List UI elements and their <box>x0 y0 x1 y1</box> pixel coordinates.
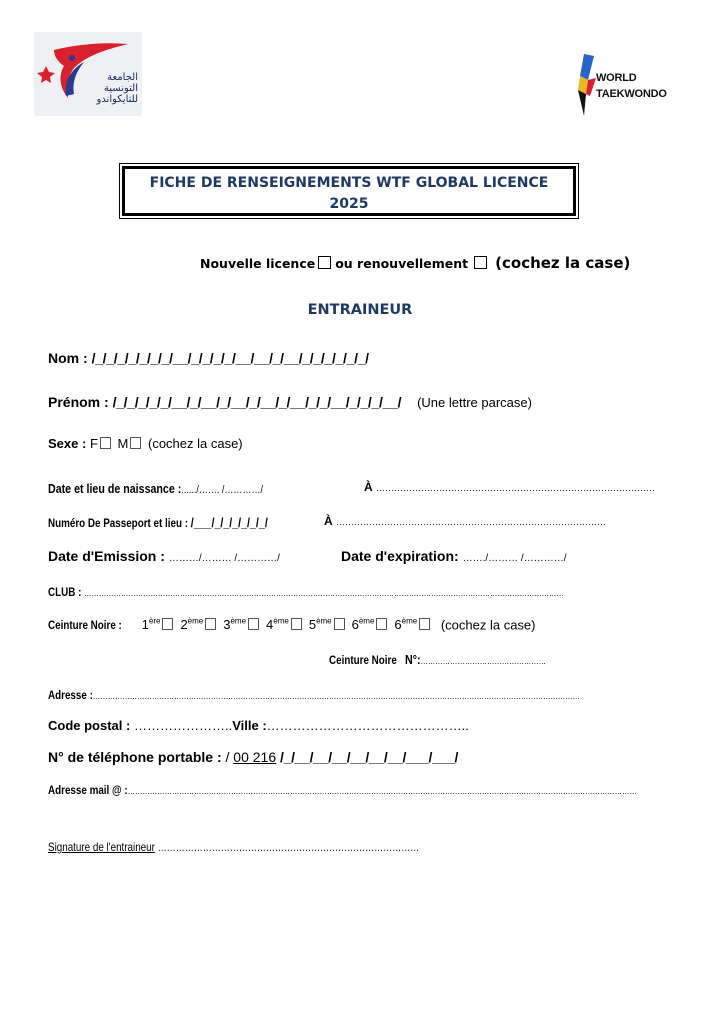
dan-option <box>266 617 305 632</box>
form-title-line1: FICHE DE RENSEIGNEMENTS WTF GLOBAL LICENCE <box>149 175 549 191</box>
passeport-row <box>48 514 316 532</box>
dan-suffix: ème <box>401 617 418 626</box>
ville-field[interactable]: ……………………………………….. <box>266 718 469 733</box>
sexe-instruction: (cochez la case) <box>147 436 243 451</box>
ceinture-n-label: N°: <box>405 652 421 667</box>
telephone-row <box>48 749 458 765</box>
telephone-prefix: 00 216 <box>233 749 277 765</box>
ceinture-instruction: (cochez la case) <box>440 617 536 633</box>
new-licence-label: Nouvelle licence <box>200 256 316 271</box>
passeport-label: Numéro De Passeport et lieu : <box>48 516 188 530</box>
expiration-field[interactable]: ……./……… /…………/ <box>462 553 567 564</box>
dan-number: 5 <box>308 617 317 633</box>
dan-number: 2 <box>180 617 188 633</box>
federation-logo <box>34 32 142 116</box>
postal-row <box>48 718 469 733</box>
telephone-prefix-slash: / <box>225 749 230 765</box>
dan-checkbox[interactable] <box>248 618 259 630</box>
sexe-m-checkbox[interactable] <box>130 437 141 449</box>
ceinture-dan-options <box>142 617 438 632</box>
dan-suffix: ème <box>358 617 375 626</box>
prenom-label: Prénom : <box>48 394 109 410</box>
adresse-label: Adresse : <box>48 688 93 702</box>
dan-number: 6 <box>394 617 402 633</box>
nom-row <box>48 350 369 366</box>
dan-checkbox[interactable] <box>419 618 430 630</box>
email-field[interactable]: ……………………………………………………………………………………………………………………………………………………………………………………… <box>127 786 637 796</box>
ceinture-row <box>48 617 536 632</box>
naissance-place <box>364 480 655 494</box>
ceinture-num-label: Ceinture Noire <box>329 653 397 667</box>
dan-checkbox[interactable] <box>334 618 345 630</box>
dan-option <box>309 617 348 632</box>
signature-field[interactable]: …………………………………………………………………………… <box>157 842 420 854</box>
dan-option <box>352 617 391 632</box>
sexe-f-label: F <box>89 436 98 451</box>
dan-suffix: ème <box>316 617 332 626</box>
form-title-box <box>122 166 576 216</box>
dan-option <box>223 617 262 632</box>
new-licence-checkbox[interactable] <box>318 256 331 269</box>
dan-number: 4 <box>266 617 274 633</box>
naissance-place-field[interactable]: ………………………………………………………………………………… <box>376 483 656 493</box>
emission-field[interactable]: ………/……… /…………/ <box>168 553 280 564</box>
adresse-field[interactable]: ……………………………………………………………………………………………………………………………………………………………………………… <box>92 691 580 701</box>
licence-choice-row <box>200 254 630 272</box>
dan-number: 1 <box>141 617 149 633</box>
expiration-label: Date d'expiration: <box>341 548 459 564</box>
ceinture-label: Ceinture Noire : <box>48 618 122 633</box>
renewal-checkbox[interactable] <box>474 256 487 269</box>
prenom-row <box>48 394 532 410</box>
club-label: CLUB : <box>48 585 82 599</box>
club-field[interactable]: …………………………………………………………………………………………………………………………………………………………………………… <box>84 588 564 598</box>
dan-checkbox[interactable] <box>291 618 302 630</box>
sexe-m-label: M <box>117 436 129 451</box>
ville-label: Ville : <box>232 718 267 733</box>
dan-number: 6 <box>351 617 359 633</box>
emission-label: Date d'Emission : <box>48 548 165 564</box>
email-label: Adresse mail @ : <box>48 783 128 797</box>
wt-logo-text: WORLD TAEKWONDO <box>596 72 667 100</box>
nom-field[interactable]: /_/_/_/_/_/_/_/__/_/_/_/_/__/__/_/__/_/_/_/_/_/_/ <box>91 350 369 366</box>
passeport-place <box>324 514 606 528</box>
ceinture-num-row <box>329 651 594 669</box>
federation-arabic-text: الجامعة التونسية للتايكواندو <box>96 72 138 105</box>
dan-option <box>180 617 219 632</box>
ceinture-num-field[interactable]: …………………………………………… <box>420 656 546 666</box>
dan-checkbox[interactable] <box>376 618 387 630</box>
renewal-label: ou renouvellement <box>335 256 469 271</box>
naissance-row <box>48 480 310 498</box>
naissance-date-field[interactable]: ....../……. /…………/ <box>181 484 264 496</box>
licence-instruction: (cochez la case) <box>495 254 631 272</box>
postal-field[interactable]: ………………….. <box>133 718 233 733</box>
dan-checkbox[interactable] <box>162 618 173 630</box>
sexe-row <box>48 436 243 451</box>
section-title: ENTRAINEUR <box>307 302 413 318</box>
passeport-field[interactable]: /___/_/_/_/_/_/_/ <box>190 515 268 530</box>
naissance-place-label: À <box>364 480 373 494</box>
prenom-field[interactable]: /_/_/_/_/_/__/_/__/_/__/_/__/_/__/_/_/__/_/_/_/__/ <box>112 394 402 410</box>
signature-row <box>48 840 501 854</box>
expiration-row <box>341 548 566 564</box>
club-row <box>48 583 648 601</box>
prenom-note: (Une lettre parcase) <box>417 395 532 410</box>
dan-suffix: ème <box>187 617 204 626</box>
emission-row <box>48 548 280 564</box>
signature-label: Signature de l'entraineur <box>48 840 155 854</box>
naissance-label: Date et lieu de naissance : <box>48 481 182 496</box>
telephone-field[interactable]: /_/__/__/__/__/__/__/___/___/ <box>280 749 459 765</box>
dan-option <box>142 617 177 632</box>
postal-label: Code postal : <box>48 718 131 733</box>
adresse-row <box>48 686 648 704</box>
dan-number: 3 <box>223 617 231 633</box>
telephone-label: N° de téléphone portable : <box>48 749 222 765</box>
dan-option <box>394 617 433 632</box>
dan-checkbox[interactable] <box>205 618 216 630</box>
sexe-label: Sexe : <box>48 436 87 451</box>
world-taekwondo-logo <box>574 50 674 120</box>
nom-label: Nom : <box>48 350 88 366</box>
passeport-place-label: À <box>324 514 333 528</box>
passeport-place-field[interactable]: ……………………………………………………………………………… <box>336 517 607 527</box>
dan-suffix: ème <box>230 617 247 626</box>
dan-suffix: ère <box>148 617 161 626</box>
email-row <box>48 781 688 799</box>
dan-suffix: ème <box>273 617 289 626</box>
sexe-f-checkbox[interactable] <box>100 437 111 449</box>
form-title-line2: 2025 <box>329 196 369 212</box>
